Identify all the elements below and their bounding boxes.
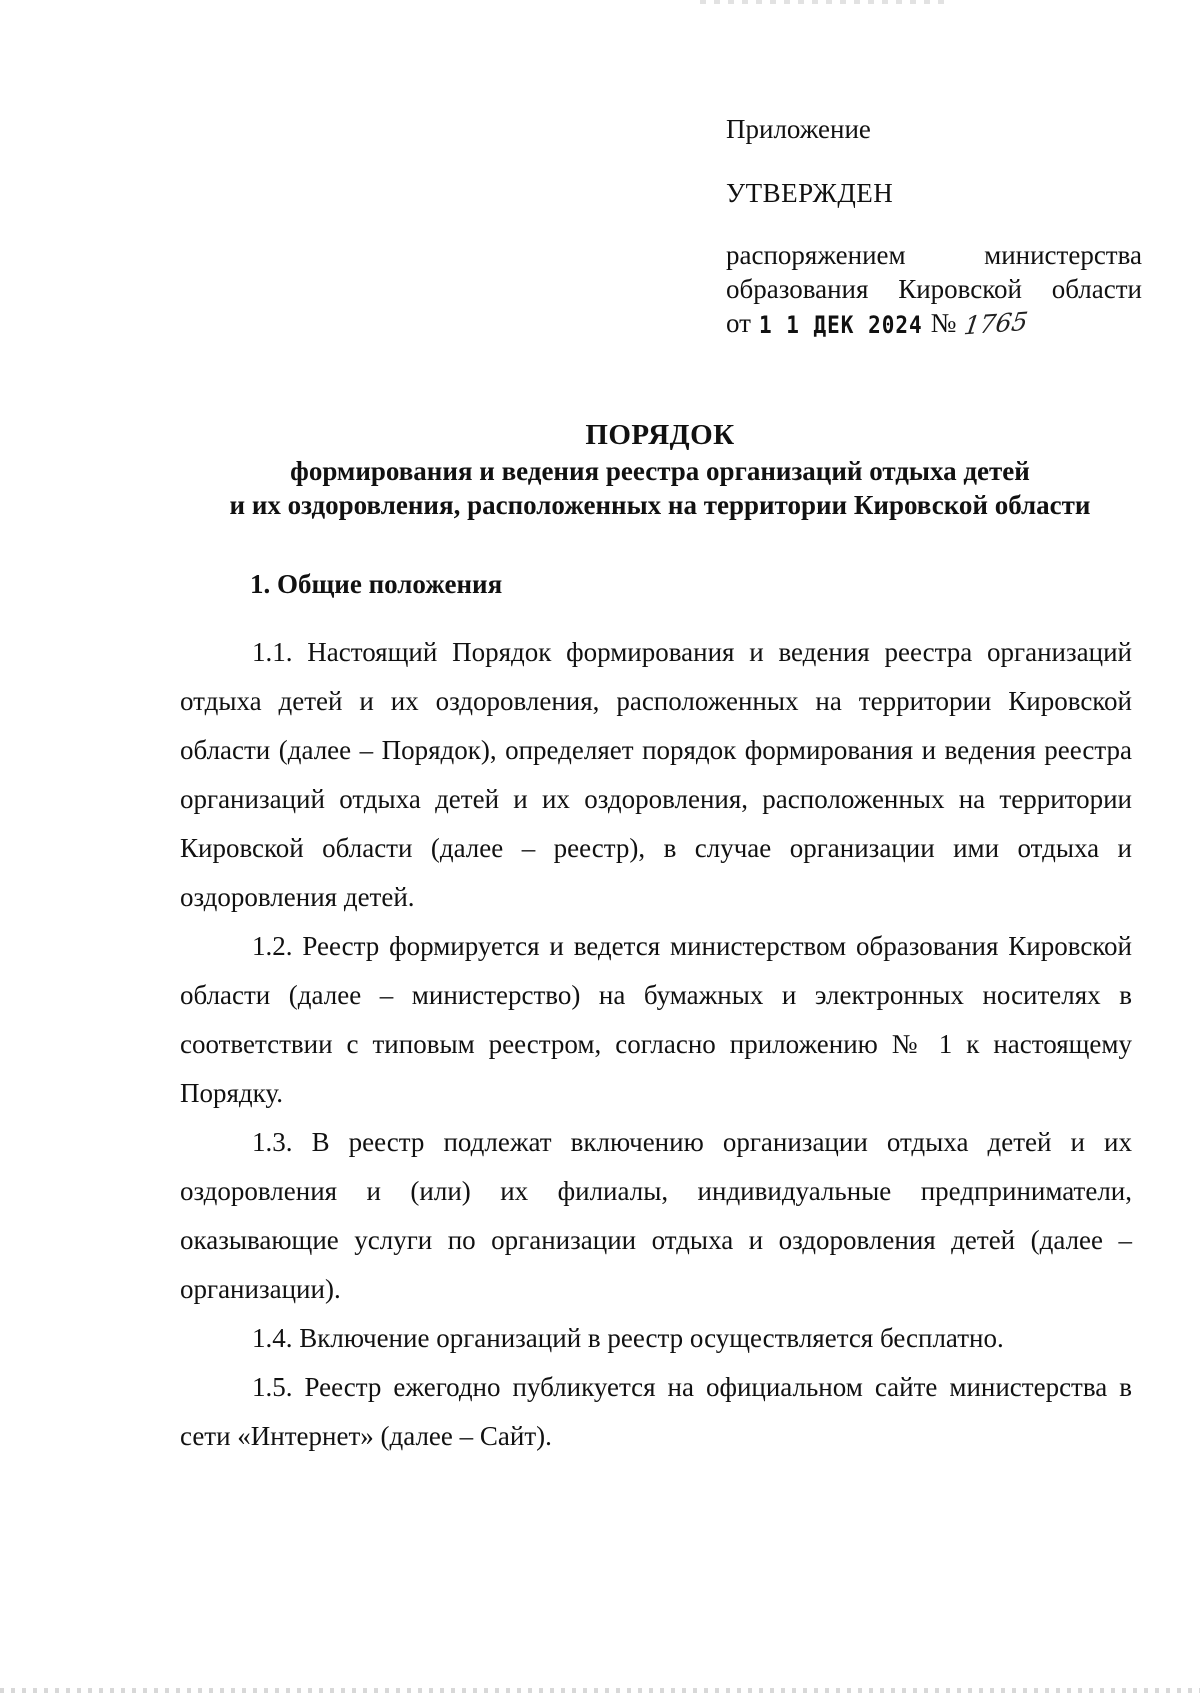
approving-org-line [726,272,1142,306]
document-subtitle-line2: и их оздоровления, расположенных на территории Кировской области [229,490,1091,520]
paragraph-1-5: 1.5. Реестр ежегодно публикуется на официальном сайте министерства в сети «Интернет» (далее – Сайт). [180,1372,1132,1451]
document-body [180,628,1132,1461]
number-sign: № [930,308,957,338]
document-title-block [170,418,1150,522]
document-title: ПОРЯДОК [585,419,735,451]
org-word2: Кировской [898,274,1022,304]
org-word3: области [1051,274,1142,304]
paragraph-1-2: 1.2. Реестр формируется и ведется министерством образования Кировской области (далее – министерство) на бумажных и электронных носителях в соответствии с типовым реестром, согласно приложению № 1 к настоящему Порядку. [180,931,1132,1108]
appendix-label: Приложение [726,114,871,144]
approval-date-line [726,306,1142,342]
org-word1: образования [726,274,869,304]
scan-artifact-bottom [0,1688,1200,1693]
approved-by-line [726,238,1142,272]
approved-label: УТВЕРЖДЕН [726,178,894,208]
section-heading: 1. Общие положения [250,569,503,599]
document-subtitle-line1: формирования и ведения реестра организаций отдыха детей [290,456,1030,486]
date-stamp: 1 1 ДЕК 2024 [758,311,923,339]
paragraph-1-4: 1.4. Включение организаций в реестр осуществляется бесплатно. [252,1323,1004,1353]
scan-artifact-top [700,0,950,4]
approved-by-word1: распоряжением [726,240,906,270]
paragraph-1-1: 1.1. Настоящий Порядок формирования и ведения реестра организаций отдыха детей и их оздоровления, расположенных на территории Кировской области (далее – Порядок), определяет порядок формирования и ведения реестра организаций отдыха детей и их оздоровления, расположенных на территории Кировской области (далее – реестр), в случае организации ими отдыха и оздоровления детей. [180,637,1132,912]
document-number: 1765 [962,306,1031,341]
paragraph-1-3: 1.3. В реестр подлежат включению организации отдыха детей и их оздоровления и (или) их филиалы, индивидуальные предприниматели, оказывающие услуги по организации отдыха и оздоровления детей (далее – организации). [180,1127,1132,1304]
date-prefix: от [726,308,751,338]
approved-by-word2: министерства [984,240,1142,270]
approval-block [726,112,1142,342]
